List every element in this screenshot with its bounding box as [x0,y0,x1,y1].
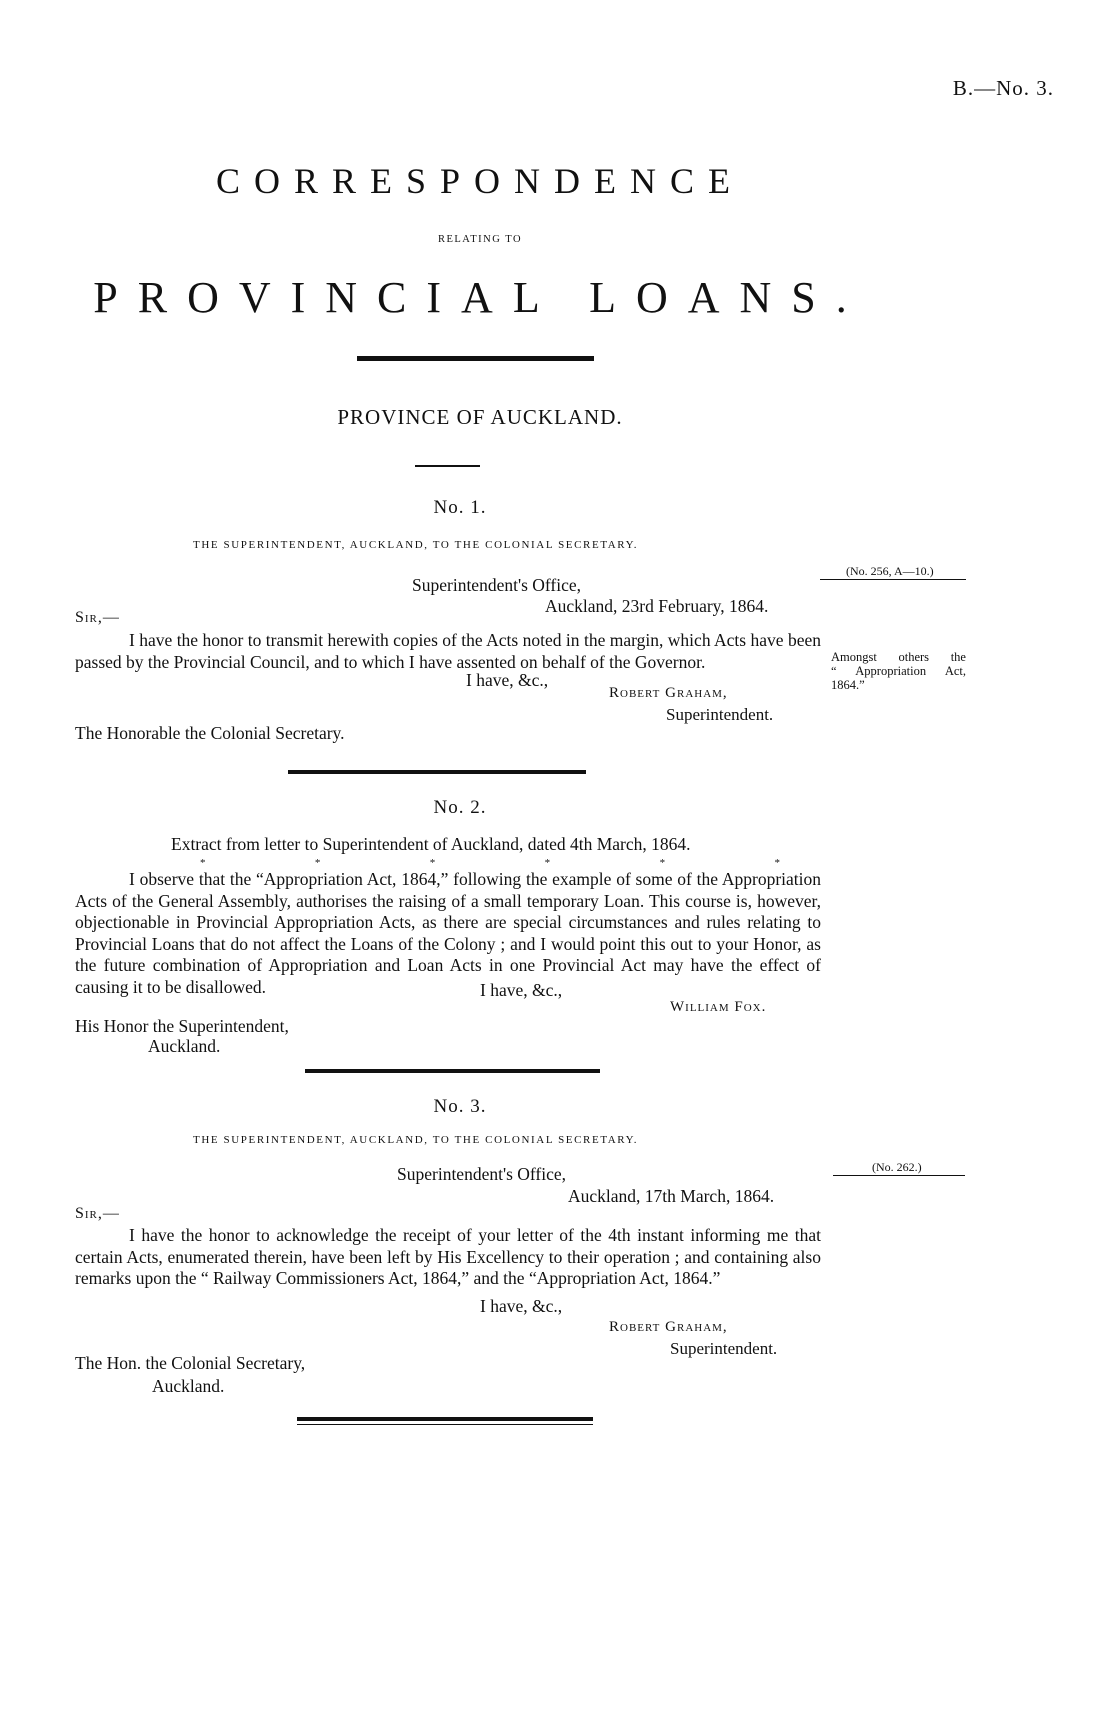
asterisk: * [774,857,780,869]
letter1-heading: THE SUPERINTENDENT, AUCKLAND, TO THE COLONIAL SECRETARY. [193,539,639,551]
asterisk: * [544,857,551,869]
divider-short [415,465,480,467]
margin-note-line: Amongst others the [831,650,966,664]
letter2-closing: I have, &c., [480,980,563,1000]
letter3-number: No. 3. [433,1096,487,1117]
letter2-addressee-line1: His Honor the Superintendent, [75,1016,289,1036]
letter2-body: I observe that the “Appropriation Act, 1864,” following the example of some of the Appropriation Acts of the General Assembly, authorises the raising of a small temporary Loan. This course is, however, objectionable in Provincial Appropriation Acts, as there are special circumstances and rules relating to Provincial Loans that do not affect the Loans of the Colony ; and I would point this out to your Honor, as the future combination of Appropriation and Loan Acts in one Provincial Act may have the effect of causing it to be disallowed. [75,869,821,997]
letter3-margin-ref: (No. 262.) [872,1160,922,1174]
omission-asterisks [200,857,780,869]
letter1-place-date: Auckland, 23rd February, 1864. [545,596,769,616]
letter3-office: Superintendent's Office, [397,1164,567,1184]
asterisk: * [659,857,666,869]
divider-heavy [305,1069,600,1073]
asterisk: * [200,857,206,869]
divider-heavy [297,1417,593,1421]
letter1-closing: I have, &c., [466,670,549,690]
letter2-heading: Extract from letter to Superintendent of Auckland, dated 4th March, 1864. [171,834,691,854]
letter3-signature: Robert Graham, [609,1319,728,1335]
letter1-signature-title: Superintendent. [666,705,774,724]
province-heading: PROVINCE OF AUCKLAND. [337,405,623,429]
margin-note-line: 1864.” [831,678,865,692]
letter2-signature: William Fox. [670,999,767,1015]
letter3-closing: I have, &c., [480,1296,563,1316]
divider-heavy [288,770,586,774]
asterisk: * [429,857,436,869]
letter1-office: Superintendent's Office, [412,575,582,595]
margin-ref-underline [820,579,966,580]
document-title: CORRESPONDENCE [215,161,745,201]
letter3-signature-title: Superintendent. [670,1339,778,1358]
letter1-margin-note [831,650,966,692]
letter1-addressee: The Honorable the Colonial Secretary. [75,723,345,743]
document-reference: B.—No. 3. [952,76,1054,100]
relating-to: RELATING TO [437,234,523,245]
letter3-addressee-line2: Auckland. [152,1376,225,1396]
margin-note-line: “ Appropriation Act, [831,664,966,678]
margin-ref-underline [833,1175,965,1176]
letter3-salutation: Sir,— [75,1205,120,1222]
letter1-body: I have the honor to transmit herewith copies of the Acts noted in the margin, which Acts have been passed by the Provincial Council, and to which I have assented on behalf of the Governor. [75,630,821,672]
letter1-number: No. 1. [433,497,487,518]
letter3-heading: THE SUPERINTENDENT, AUCKLAND, TO THE COLONIAL SECRETARY. [193,1134,639,1146]
letter3-addressee-line1: The Hon. the Colonial Secretary, [75,1353,306,1373]
letter3-place-date: Auckland, 17th March, 1864. [568,1186,775,1206]
letter1-salutation: Sir,— [75,609,120,626]
subject-heading: PROVINCIAL LOANS. [93,273,867,322]
letter1-signature: Robert Graham, [609,685,728,701]
asterisk: * [314,857,321,869]
letter2-number: No. 2. [433,797,487,818]
letter1-margin-ref: (No. 256, A—10.) [846,564,934,578]
letter2-addressee-line2: Auckland. [148,1036,221,1056]
letter3-body: I have the honor to acknowledge the receipt of your letter of the 4th instant informing me that certain Acts, enumerated therein, have been left by His Excellency to their operation ; and containing also remarks upon the “ Railway Commissioners Act, 1864,” and the “Appropriation Act, 1864.” [75,1225,821,1288]
divider-fine [297,1424,593,1425]
divider-heavy [357,356,594,361]
